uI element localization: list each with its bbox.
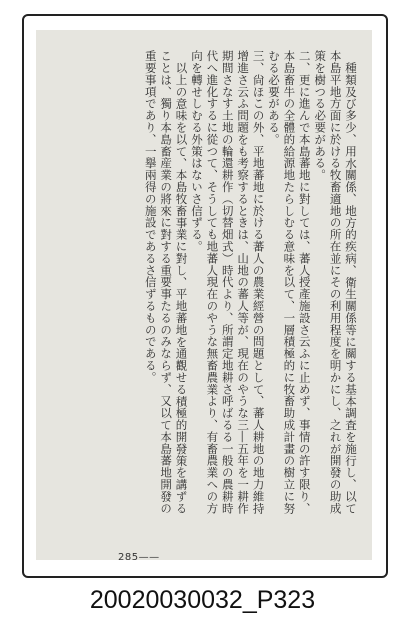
paragraph-conclusion: 以上の意味を以て、本島牧畜事業に對し、平地蕃地を通觀せる積極的開發策を講ずることは、獨り本島畜産業の將來に對する重要事たるのみならず、又以て本島蕃地開發の重要事項であり、一擧兩得の施設であるさ信ずるものである。 bbox=[143, 50, 189, 515]
book-page bbox=[36, 30, 372, 560]
page-number: 285—— bbox=[118, 552, 160, 560]
paragraph-item-two: 二、更に進んで本島蕃地に對しては、蕃人授產施設さ云ふに止めず、事情の許す限り、本島畜牛の全體的給源地たらしむる意味を以て、一層積極的に牧畜助成計畫の樹立に努むる必要がある。 bbox=[266, 50, 312, 515]
archive-identifier: 20020030032_P323 bbox=[89, 586, 316, 614]
vertical-text-body bbox=[142, 50, 358, 520]
paragraph-survey: 種類及び多少、用水關係、地方的疾病、衛生關係等に關する基本調査を施行し、以て本島平地方面に於ける牧畜適地の所在並にその利用程度を明かにし、之れが開發の助成策を樹つる必要がある。 bbox=[313, 50, 358, 515]
scan-frame bbox=[22, 14, 388, 578]
paragraph-item-three: 三、尙ほこの外、平地蕃地に於ける蕃人の農業經營の問題として、蕃人耕地の地力維持增進さ云ふ問題をも考察するときは、山地の蕃人等が、現在のやうな三―五年を一耕作期間さなす土地の輪還耕作（切替畑式）時代より、所謂定地耕さ呼ばるる一般の農耕時代へ進化するに從つて、そうしても地蕃人現在のやうな無畜農業より、有畜農業への方向を轉せしむる外策はないさ信ずる。 bbox=[189, 50, 266, 515]
